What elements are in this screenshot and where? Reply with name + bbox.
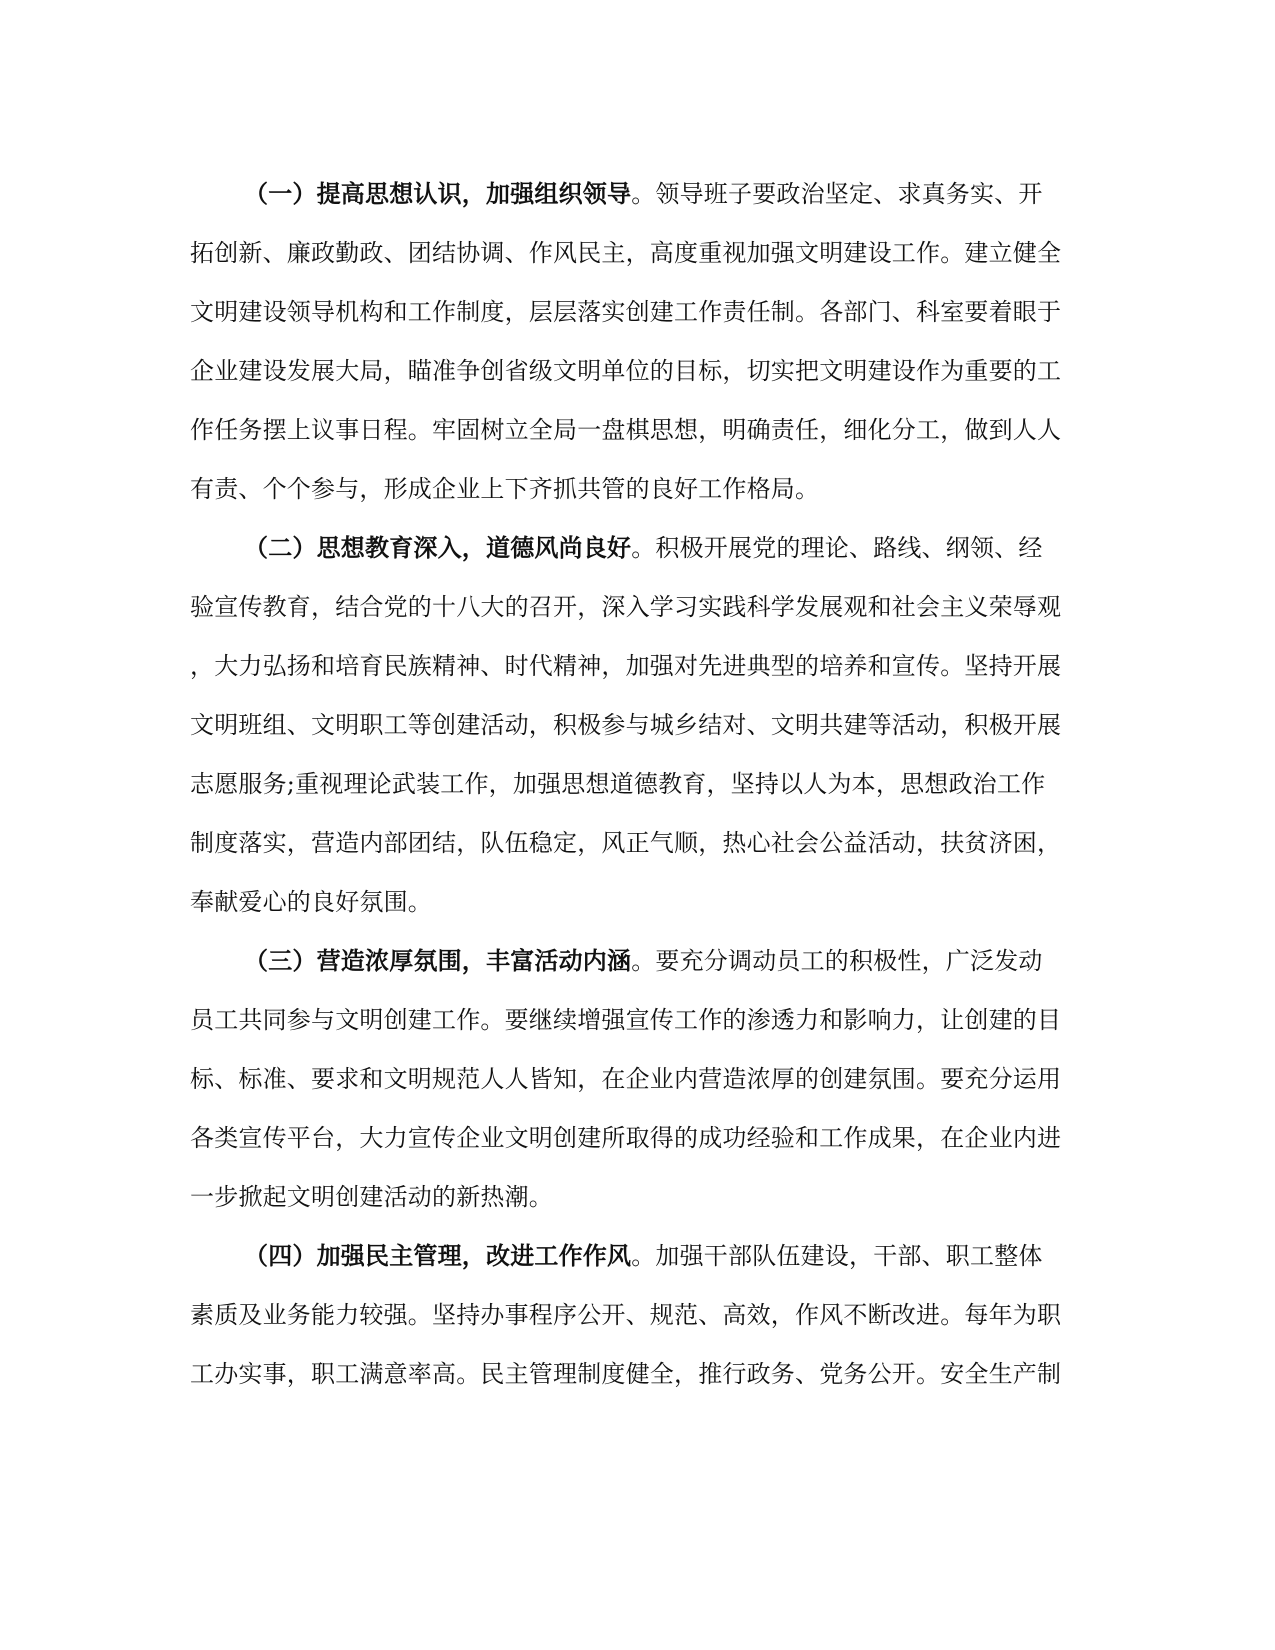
paragraph-1-line-1-text: 。领导班子要政治坚定、求真务实、开 — [631, 180, 1043, 208]
paragraph-2-heading: （二）思想教育深入，道德风尚良好 — [244, 533, 632, 562]
paragraph-3-line-5: 一步掀起文明创建活动的新热潮。 — [190, 1183, 553, 1211]
paragraph-1-line-2: 拓创新、廉政勤政、团结协调、作风民主，高度重视加强文明建设工作。建立健全 — [190, 239, 1062, 267]
paragraph-1-first-line — [244, 164, 1043, 224]
paragraph-2-line-4: 文明班组、文明职工等创建活动，积极参与城乡结对、文明共建等活动，积极开展 — [190, 711, 1062, 739]
paragraph-4-line-2: 素质及业务能力较强。坚持办事程序公开、规范、高效，作风不断改进。每年为职 — [190, 1301, 1062, 1329]
paragraph-3-heading: （三）营造浓厚氛围，丰富活动内涵 — [244, 946, 632, 975]
paragraph-4-line-3: 工办实事，职工满意率高。民主管理制度健全，推行政务、党务公开。安全生产制 — [190, 1360, 1062, 1388]
paragraph-2-line-2: 验宣传教育，结合党的十八大的召开，深入学习实践科学发展观和社会主义荣辱观 — [190, 593, 1062, 621]
paragraph-2-line-3: ，大力弘扬和培育民族精神、时代精神，加强对先进典型的培养和宣传。坚持开展 — [190, 652, 1062, 680]
paragraph-4-heading: （四）加强民主管理，改进工作作风 — [244, 1241, 632, 1270]
paragraph-3-line-3: 标、标准、要求和文明规范人人皆知，在企业内营造浓厚的创建氛围。要充分运用 — [190, 1065, 1062, 1093]
paragraph-2-line-7: 奉献爱心的良好氛围。 — [190, 888, 432, 916]
paragraph-1-line-3: 文明建设领导机构和工作制度，层层落实创建工作责任制。各部门、科室要着眼于 — [190, 298, 1062, 326]
paragraph-2-line-1-text: 。积极开展党的理论、路线、纲领、经 — [631, 534, 1043, 562]
paragraph-3-first-line — [244, 931, 1043, 991]
paragraph-2-first-line — [244, 518, 1043, 578]
paragraph-1-heading: （一）提高思想认识，加强组织领导 — [244, 179, 632, 208]
paragraph-1-line-6: 有责、个个参与，形成企业上下齐抓共管的良好工作格局。 — [190, 475, 820, 503]
paragraph-2-line-5: 志愿服务;重视理论武装工作，加强思想道德教育，坚持以人为本，思想政治工作 — [190, 770, 1046, 798]
paragraph-4-first-line — [244, 1226, 1043, 1286]
paragraph-3-line-2: 员工共同参与文明创建工作。要继续增强宣传工作的渗透力和影响力，让创建的目 — [190, 1006, 1062, 1034]
paragraph-3-line-4: 各类宣传平台，大力宣传企业文明创建所取得的成功经验和工作成果，在企业内进 — [190, 1124, 1062, 1152]
paragraph-3-line-1-text: 。要充分调动员工的积极性，广泛发动 — [631, 947, 1043, 975]
paragraph-1-line-5: 作任务摆上议事日程。牢固树立全局一盘棋思想，明确责任，细化分工，做到人人 — [190, 416, 1062, 444]
paragraph-1-line-4: 企业建设发展大局，瞄准争创省级文明单位的目标，切实把文明建设作为重要的工 — [190, 357, 1062, 385]
paragraph-4-line-1-text: 。加强干部队伍建设，干部、职工整体 — [631, 1242, 1043, 1270]
paragraph-2-line-6: 制度落实，营造内部团结，队伍稳定，风正气顺，热心社会公益活动，扶贫济困， — [190, 829, 1062, 857]
